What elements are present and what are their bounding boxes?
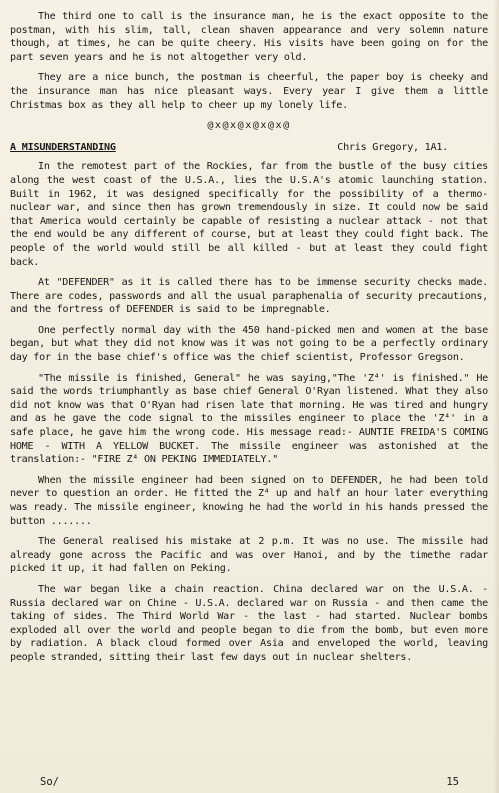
story-paragraph-5: When the missile engineer had been signed on to DEFENDER, he had been told never to question an order. He fitted the Z⁴ up and half an hour later everything was ready. The missile engineer, knowing he had the world in his hands pressed the button ....... bbox=[10, 474, 488, 527]
continuation-mark: So/ bbox=[40, 776, 59, 788]
intro-paragraph-2: They are a nice bunch, the postman is cheerful, the paper boy is cheeky and the insurance man has nice pleasant ways. Every year I give them a little Christmas box as they all help to cheer up my lonely life. bbox=[10, 72, 488, 111]
story-heading bbox=[10, 141, 488, 155]
story-author: Chris Gregory, 1A1. bbox=[337, 141, 448, 153]
story-paragraph-1: In the remotest part of the Rockies, far from the bustle of the busy cities along the west coast of the U.S.A., lies the U.S.A's atomic launching station. Built in 1962, it was designed specifically for the possibility of a thermo-nuclear war, and since then has grown tremendously in size. It could now be said that America would certainly be capable of resisting a nuclear attack - not that the end would be any different of course, but at least they could fight back. The people of the world would still be all killed - but at least they could fight back. bbox=[10, 161, 488, 268]
page-footer bbox=[0, 771, 499, 793]
intro-paragraph-1: The third one to call is the insurance man, he is the exact opposite to the postman, with his slim, tall, clean shaven appearance and very solemn nature though, at times, he can be quite cheery. His visits have been going on for the part seven years and he is not altogether very old. bbox=[10, 11, 488, 63]
story-paragraph-3: One perfectly normal day with the 450 hand-picked men and women at the base began, but what they did not know was it was not going to be a perfectly ordinary day for in the base chief's office was the chief scientist, Professor Gregson. bbox=[10, 324, 488, 364]
story-paragraph-6: The General realised his mistake at 2 p.m. It was no use. The missile had already gone across the Pacific and was over Hanoi, and by the timethe radar picked it up, it had fallen on Peking. bbox=[10, 536, 488, 575]
story-paragraph-4: "The missile is finished, General" he was saying,"The 'Z⁴' is finished." He said the words triumphantly as base chief General O'Ryan listened. What they also did not know was that O'Ryan had risen late that morning. He was tired and hungry and as he gave the code signal to the missiles engineer to place the 'Z⁴' in a safe place, he gave him the wrong code. His message read:- AUNTIE FREIDA'S COMING HOME - WITH A YELLOW BUCKET. The missile engineer was astonished at the translation:- "FIRE Z⁴ ON PEKING IMMEDIATELY." bbox=[10, 372, 488, 466]
story-paragraph-2: At "DEFENDER" as it is called there has to be immense security checks made. There are codes, passwords and all the usual paraphenalia of security precautions, and the fortress of DEFENDER is said to be impregnable. bbox=[10, 277, 488, 316]
text-column bbox=[10, 10, 488, 672]
page-number: 15 bbox=[446, 776, 459, 788]
separator-line: @x@x@x@x@x@ bbox=[207, 120, 291, 132]
page-edge-shadow bbox=[493, 0, 499, 793]
story-paragraph-7: The war began like a chain reaction. China declared war on the U.S.A. - Russia declared war on Chine - U.S.A. declared war on Russia - and then came the taking of sides. The Third World War - the last - had started. Nuclear bombs exploded all over the world and people began to die from the bomb, but even more by radiation. A black cloud formed over Asia and enveloped the world, leaving people stranded, sitting their last few days out in nuclear shelters. bbox=[10, 583, 488, 663]
story-title: A MISUNDERSTANDING bbox=[10, 141, 116, 153]
